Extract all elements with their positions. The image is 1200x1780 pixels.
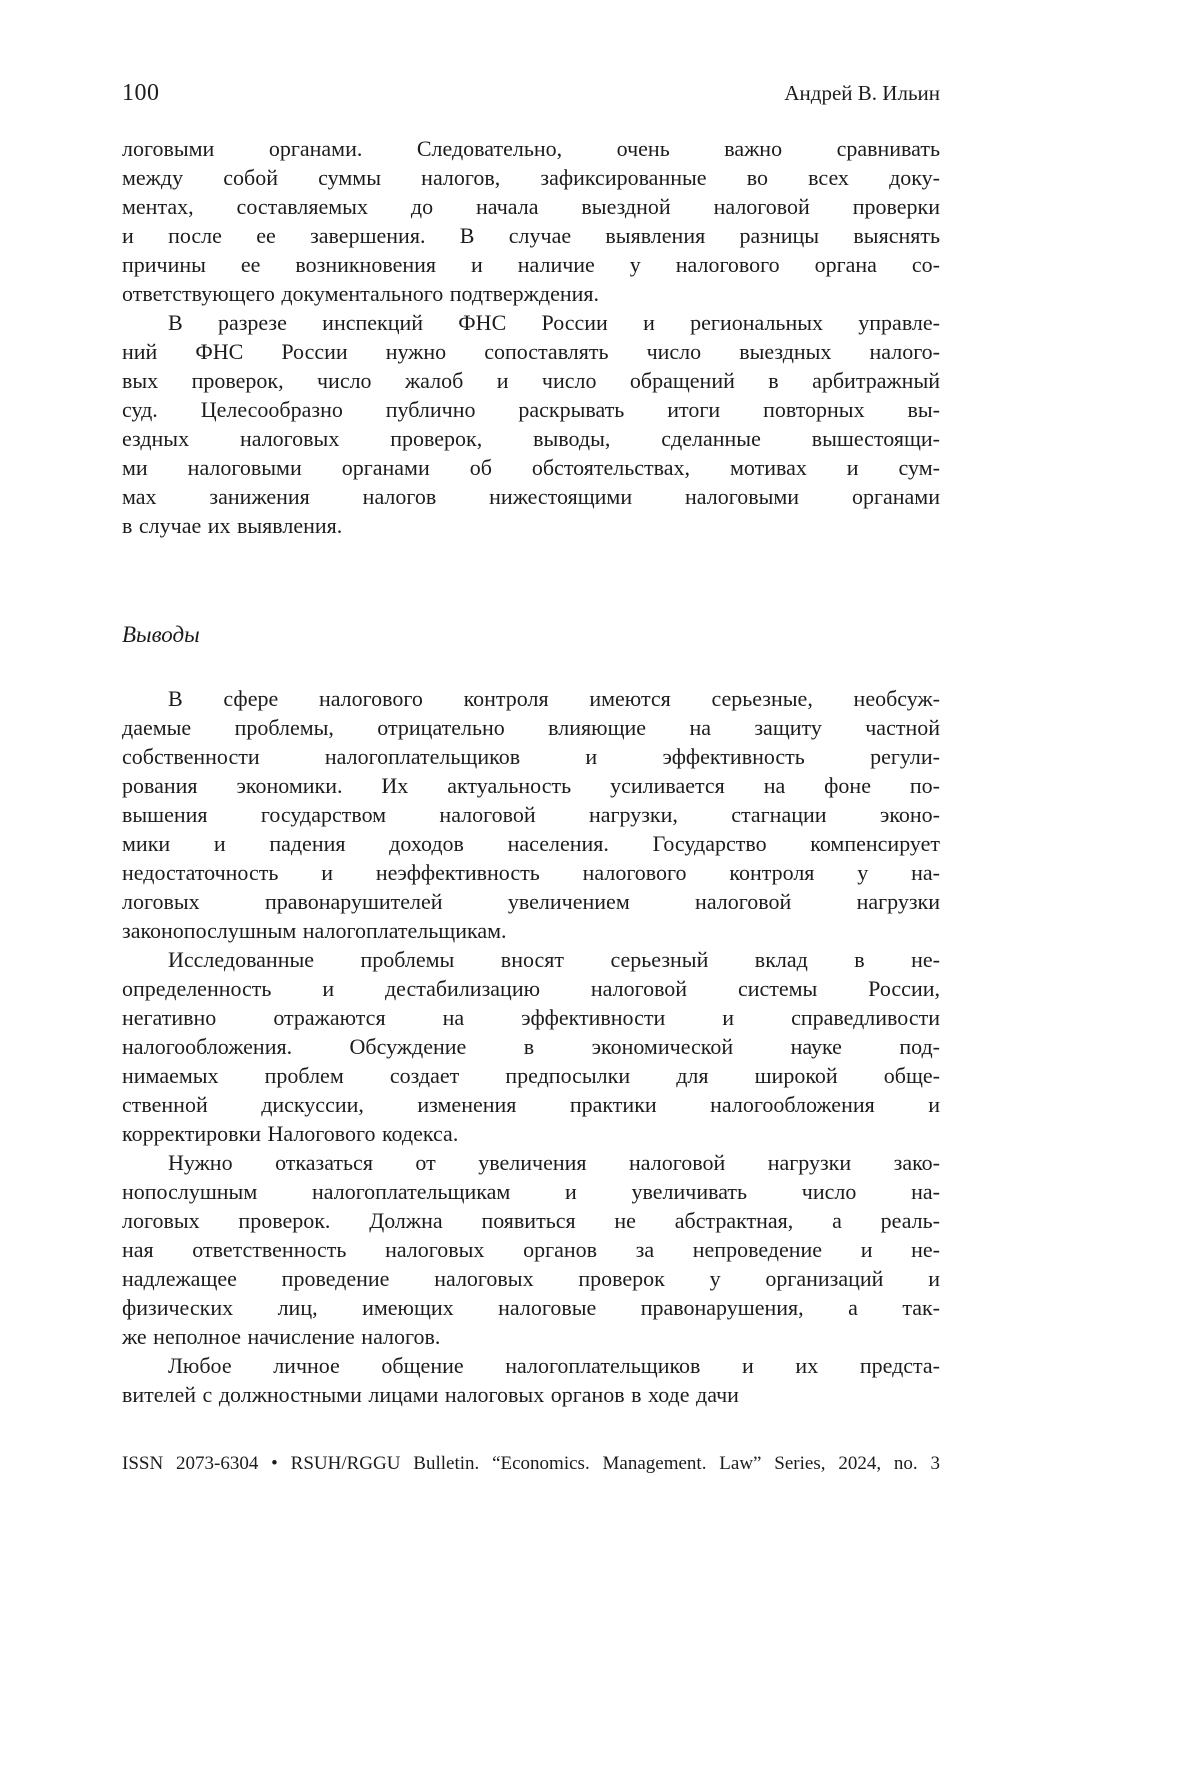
text-line: и после ее завершения. В случае выявления разницы выяснять [122,223,940,248]
text-line: между собой суммы налогов, зафиксированные во всех доку- [122,165,940,190]
text-line: ментах, составляемых до начала выездной налоговой проверки [122,194,940,219]
text-line: Любое личное общение налогоплательщиков и их предста- [168,1353,940,1378]
paragraph [122,684,940,945]
text-line: собственности налогоплательщиков и эффективность регули- [122,744,940,769]
text-line: Нужно отказаться от увеличения налоговой нагрузки зако- [168,1150,940,1175]
text-line: физических лиц, имеющих налоговые правонарушения, а так- [122,1295,940,1320]
paragraph [122,308,940,540]
text-line: вышения государством налоговой нагрузки, стагнации эконо- [122,802,940,827]
text-line: негативно отражаются на эффективности и справедливости [122,1005,940,1030]
text-line: же неполное начисление налогов. [122,1324,441,1349]
text-line: в случае их выявления. [122,513,343,538]
text-line: определенность и дестабилизацию налоговой системы России, [122,976,940,1001]
text-line: ний ФНС России нужно сопоставлять число выездных налого- [122,339,940,364]
text-line: мах занижения налогов нижестоящими налоговыми органами [122,484,940,509]
text-line: ми налоговыми органами об обстоятельствах, мотивах и сум- [122,455,940,480]
footer-issn-line: ISSN 2073-6304 • RSUH/RGGU Bulletin. “Economics. Management. Law” Series, 2024, no. 3 [122,1453,940,1474]
text-line: Исследованные проблемы вносят серьезный вклад в не- [168,947,940,972]
paragraph [122,1351,940,1409]
text-line: нопослушным налогоплательщикам и увеличивать число на- [122,1179,940,1204]
text-line: ная ответственность налоговых органов за непроведение и не- [122,1237,940,1262]
text-line: законопослушным налогоплательщикам. [122,918,507,943]
text-line: налогообложения. Обсуждение в экономической науке под- [122,1034,940,1059]
text-line: рования экономики. Их актуальность усиливается на фоне по- [122,773,940,798]
running-header [122,80,940,107]
text-line: логовых проверок. Должна появиться не абстрактная, а реаль- [122,1208,940,1233]
body-text [122,134,940,1409]
text-line: ственной дискуссии, изменения практики налогообложения и [122,1092,940,1117]
paragraph [122,134,940,308]
text-line: суд. Целесообразно публично раскрывать итоги повторных вы- [122,397,940,422]
page-footer [122,1452,940,1476]
text-line: надлежащее проведение налоговых проверок у организаций и [122,1266,940,1291]
text-line: ответствующего документального подтверждения. [122,281,599,306]
text-line: В сфере налогового контроля имеются серьезные, необсуж- [168,686,940,711]
text-line: вителей с должностными лицами налоговых органов в ходе дачи [122,1382,739,1407]
section-heading: Выводы [122,622,200,647]
text-line: нимаемых проблем создает предпосылки для широкой обще- [122,1063,940,1088]
paragraph [122,945,940,1148]
text-line: логовыми органами. Следовательно, очень важно сравнивать [122,136,940,161]
page-number: 100 [122,80,160,106]
text-line: корректировки Налогового кодекса. [122,1121,459,1146]
running-head-author: Андрей В. Ильин [784,81,940,105]
text-line: логовых правонарушителей увеличением налоговой нагрузки [122,889,940,914]
text-line: ездных налоговых проверок, выводы, сделанные вышестоящи- [122,426,940,451]
text-line: недостаточность и неэффективность налогового контроля у на- [122,860,940,885]
text-line: мики и падения доходов населения. Государство компенсирует [122,831,940,856]
text-line: даемые проблемы, отрицательно влияющие на защиту частной [122,715,940,740]
text-line: В разрезе инспекций ФНС России и региональных управле- [168,310,940,335]
text-line: причины ее возникновения и наличие у налогового органа со- [122,252,940,277]
paragraph [122,1148,940,1351]
text-line: вых проверок, число жалоб и число обращений в арбитражный [122,368,940,393]
